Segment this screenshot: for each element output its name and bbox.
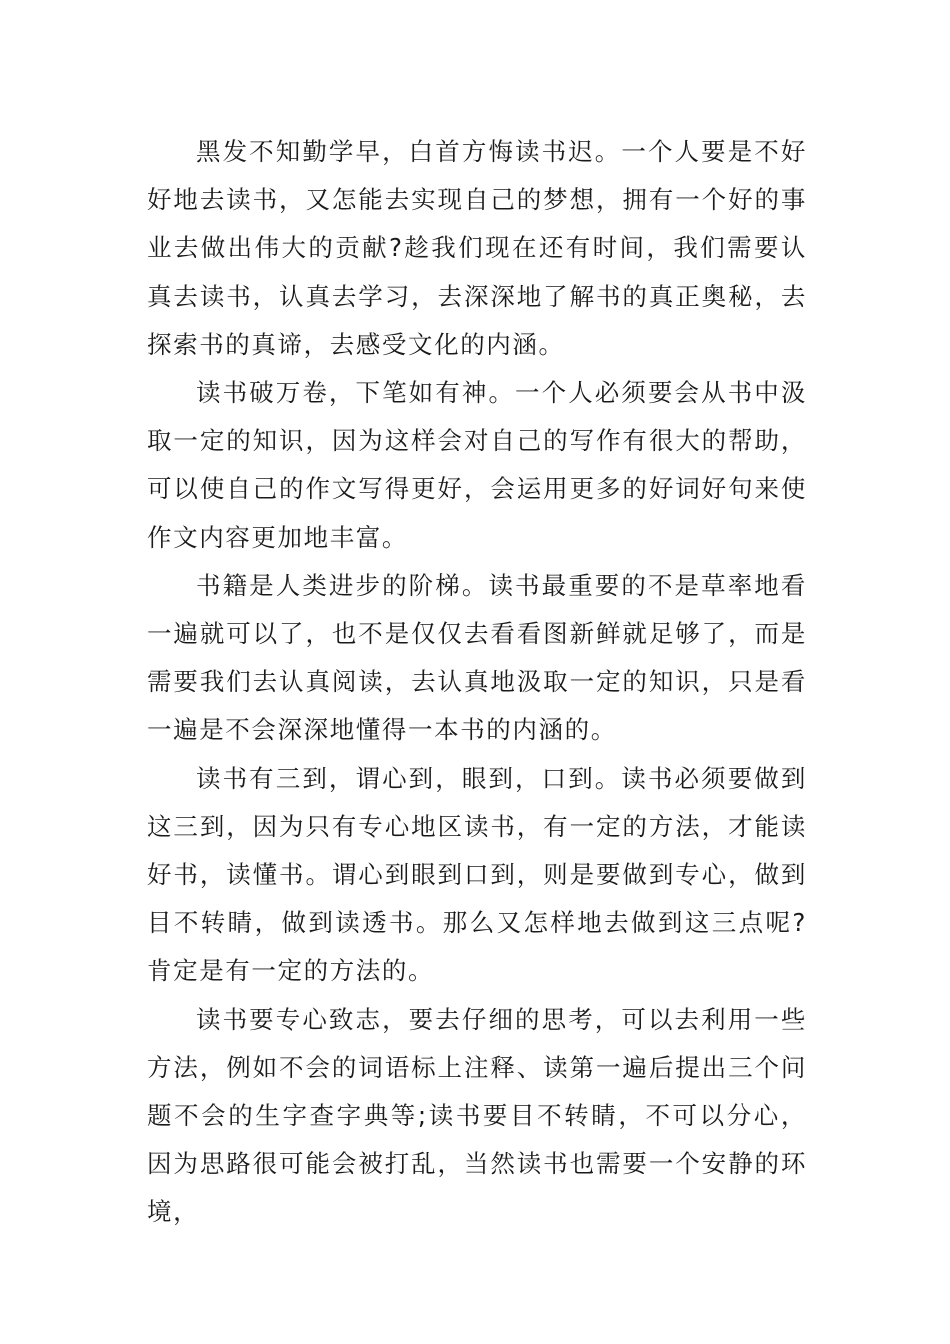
paragraph-1: 黑发不知勤学早，白首方悔读书迟。一个人要是不好好地去读书，又怎能去实现自己的梦想，拥有一个好的事业去做出伟大的贡献?趁我们现在还有时间，我们需要认真去读书，认真去学习，去深深地了解书的真正奥秘，去探索书的真谛，去感受文化的内涵。 xyxy=(147,137,807,359)
paragraph-2: 读书破万卷，下笔如有神。一个人必须要会从书中汲取一定的知识，因为这样会对自己的写作有很大的帮助，可以使自己的作文写得更好，会运用更多的好词好句来使作文内容更加地丰富。 xyxy=(147,378,807,552)
document-page xyxy=(147,128,807,1237)
paragraph-4: 读书有三到，谓心到，眼到，口到。读书必须要做到这三到，因为只有专心地区读书，有一定的方法，才能读好书，读懂书。谓心到眼到口到，则是要做到专心，做到目不转睛，做到读透书。那么又怎样地去做到这三点呢?肯定是有一定的方法的。 xyxy=(147,763,807,986)
paragraph-3: 书籍是人类进步的阶梯。读书最重要的不是草率地看一遍就可以了，也不是仅仅去看看图新鲜就足够了，而是需要我们去认真阅读，去认真地汲取一定的知识，只是看一遍是不会深深地懂得一本书的内涵的。 xyxy=(147,570,807,745)
paragraph-5: 读书要专心致志，要去仔细的思考，可以去利用一些方法，例如不会的词语标上注释、读第一遍后提出三个问题不会的生字查字典等;读书要目不转睛，不可以分心，因为思路很可能会被打乱，当然读书也需要一个安静的环境， xyxy=(147,1004,807,1227)
